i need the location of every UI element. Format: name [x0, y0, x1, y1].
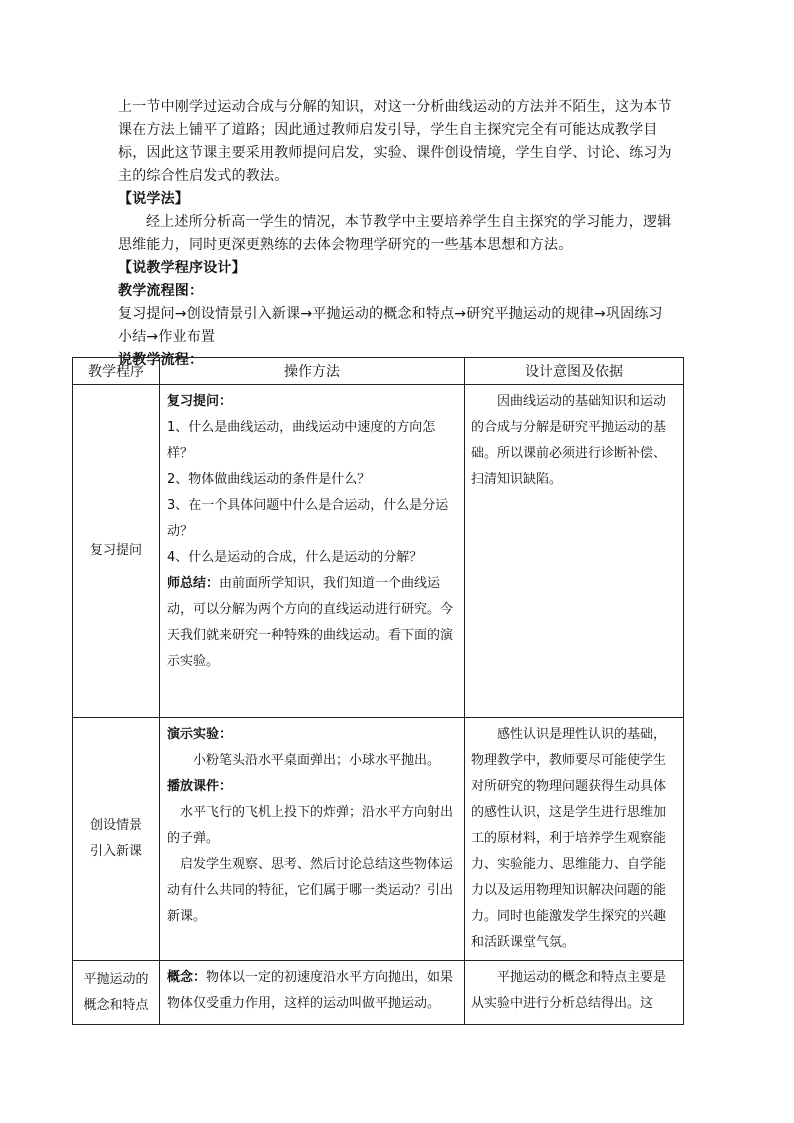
method-concept	[160, 961, 465, 1025]
process-heading: 说教学流程：	[118, 352, 204, 368]
method-review	[160, 385, 465, 718]
summary-text: 由前面所学知识，我们知道一个曲线运动，可以分解为两个方向的直线运动进行研究。今天我们就来研究一种特殊的曲线运动。看下面的演示实验。	[167, 576, 454, 669]
method-intro	[160, 718, 465, 961]
summary-label: 师总结：	[167, 576, 220, 591]
step-concept	[73, 961, 160, 1025]
reason-review	[465, 385, 684, 718]
concept-text: 物体以一定的初速度沿水平方向抛出，如果物体仅受重力作用，这样的运动叫做平抛运动。	[167, 970, 454, 1011]
flowchart-line-2: 小结→作业布置	[118, 329, 216, 345]
step-concept-line-2: 概念和特点	[83, 997, 149, 1013]
table-header-row	[73, 358, 684, 385]
demo-text: 小粉笔头沿水平桌面弹出；小球水平抛出。	[193, 753, 441, 768]
study-method-paragraph: 经上述所分析高一学生的情况，本节教学中主要培养学生自主探究的学习能力，逻辑思维能力，同时更深更熟练的去体会物理学研究的一些基本思想和方法。	[118, 214, 672, 253]
study-method-heading: 【说学法】	[118, 191, 189, 207]
table-row	[73, 961, 684, 1025]
concept-definition	[167, 965, 460, 1017]
intro-section	[118, 96, 684, 372]
header-method: 操作方法	[160, 358, 465, 385]
play-label: 播放课件：	[167, 779, 233, 794]
question-1: 1、什么是曲线运动，曲线运动中速度的方向怎样？	[167, 420, 436, 461]
step-review: 复习提问	[73, 385, 160, 718]
play-text: 水平飞行的飞机上投下的炸弹；沿水平方向射出的子弹。	[167, 805, 454, 846]
concept-label: 概念：	[167, 970, 207, 985]
table-row	[73, 385, 684, 718]
teaching-method-paragraph: 上一节中刚学过运动合成与分解的知识，对这一分析曲线运动的方法并不陌生，这为本节课在方法上铺平了道路；因此通过教师启发引导，学生自主探究完全有可能达成教学目标，因此这节课主要采用教师提问启发，实验、课件创设情境，学生自学、讨论、练习为主的综合性启发式的教法。	[118, 99, 672, 184]
inspire-text: 启发学生观察、思考、然后讨论总结这些物体运动有什么共同的特征，它们属于哪一类运动？引出新课。	[167, 857, 454, 924]
flowchart-heading: 教学流程图：	[118, 283, 204, 299]
header-step: 教学程序	[73, 358, 160, 385]
question-2: 2、物体做曲线运动的条件是什么？	[167, 472, 371, 487]
step-intro-line-2: 引入新课	[89, 844, 142, 859]
reason-concept	[465, 961, 684, 1025]
header-reason: 设计意图及依据	[465, 358, 684, 385]
reason-intro	[465, 718, 684, 961]
review-label: 复习提问：	[167, 394, 233, 409]
question-4: 4、什么是运动的合成，什么是运动的分解？	[167, 550, 423, 565]
table-row	[73, 718, 684, 961]
teaching-process-table	[72, 357, 684, 1025]
reason-intro-text: 感性认识是理性认识的基础，物理教学中，教师要尽可能使学生对所研究的物理问题获得生动具体的感性认识，这是学生进行思维加工的原材料，利于培养学生观察能力、实验能力、思维能力、自学能力以及运用物理知识解决问题的能力。同时也能激发学生探究的兴趣和活跃课堂气氛。	[471, 727, 667, 950]
step-intro-line-1: 创设情景	[89, 818, 142, 833]
flowchart-line-1: 复习提问→创设情景引入新课→平抛运动的概念和特点→研究平抛运动的规律→巩固练习	[118, 306, 663, 322]
step-intro	[73, 718, 160, 961]
teacher-summary	[167, 571, 460, 675]
program-design-heading: 【说教学程序设计】	[118, 260, 246, 276]
question-3: 3、在一个具体问题中什么是合运动，什么是分运动？	[167, 498, 449, 539]
reason-concept-text: 平抛运动的概念和特点主要是从实验中进行分析总结得出。这	[471, 970, 667, 1011]
step-concept-line-1: 平抛运动的	[83, 971, 149, 987]
reason-review-text: 因曲线运动的基础知识和运动的合成与分解是研究平抛运动的基础。所以课前必须进行诊断补偿、扫清知识缺陷。	[471, 394, 667, 487]
demo-label: 演示实验：	[167, 727, 233, 742]
